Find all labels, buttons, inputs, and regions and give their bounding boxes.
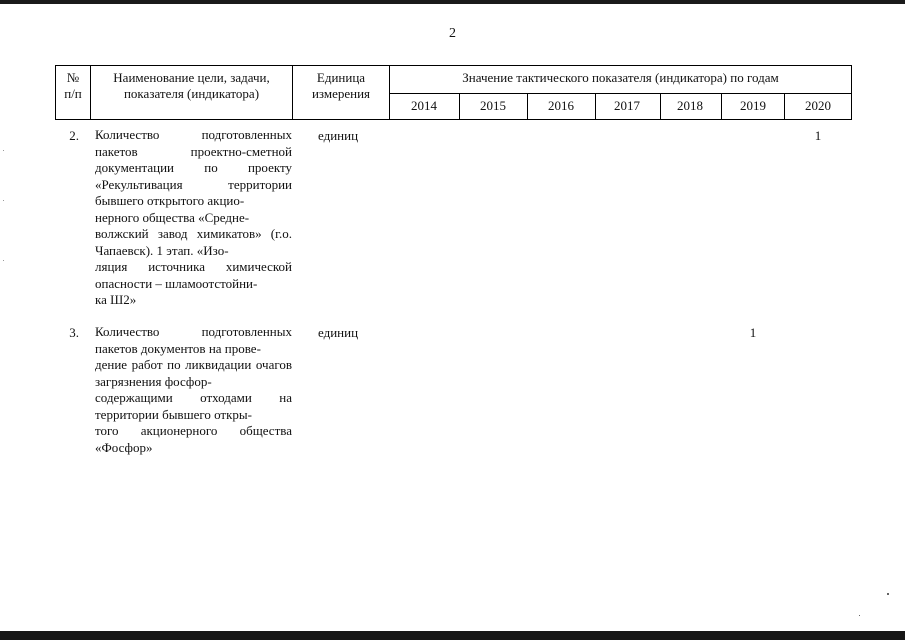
year-divider xyxy=(527,93,528,120)
header-right-border xyxy=(851,65,852,120)
header-bottom-border xyxy=(55,119,852,120)
row-unit: единиц xyxy=(318,325,359,340)
margin-mark xyxy=(3,150,4,151)
margin-mark xyxy=(3,260,4,261)
year-2019: 2019 xyxy=(740,98,766,113)
scan-top-edge xyxy=(0,0,905,4)
year-2018: 2018 xyxy=(677,98,703,113)
year-2020: 2020 xyxy=(805,98,831,113)
header-top-border xyxy=(55,65,852,66)
header-values-column: Значение тактического показателя (индикатора) по годам xyxy=(462,70,779,85)
scan-bottom-edge xyxy=(0,631,905,640)
row-indicator-name: Количество подготовленных пакетов документов на прове- дение работ по ликвидации очагов загрязнения фосфор- содержащими отходами на территории бывшего откры- того акционерного общества «Фосфор» xyxy=(95,324,292,455)
row-number: 2. xyxy=(69,128,79,143)
year-divider xyxy=(459,93,460,120)
row-unit: единиц xyxy=(318,128,359,143)
scan-speck xyxy=(887,593,889,595)
header-name-column: Наименование цели, задачи, показателя (индикатора) xyxy=(113,70,270,101)
page-number: 2 xyxy=(449,26,456,41)
row-value-2020: 1 xyxy=(814,128,822,143)
year-2015: 2015 xyxy=(480,98,506,113)
margin-mark xyxy=(3,200,4,201)
scan-speck xyxy=(859,615,860,616)
year-2014: 2014 xyxy=(411,98,437,113)
row-indicator-name: Количество подготовленных пакетов проектно-сметной документации по проекту «Рекультивация территории бывшего открытого акцио- нерного общества «Средне- волжский завод химикатов» (г.о. Чапаевск). 1 этап. «Изо- ляция источника химической опасности – шламоотстойни- ка Ш2» xyxy=(95,127,292,307)
year-2016: 2016 xyxy=(548,98,574,113)
row-number: 3. xyxy=(69,325,79,340)
header-num-column: № п/п xyxy=(64,70,82,101)
year-2017: 2017 xyxy=(614,98,640,113)
row-value-2019: 1 xyxy=(749,325,757,340)
header-unit-column: Единица измерения xyxy=(311,70,371,101)
